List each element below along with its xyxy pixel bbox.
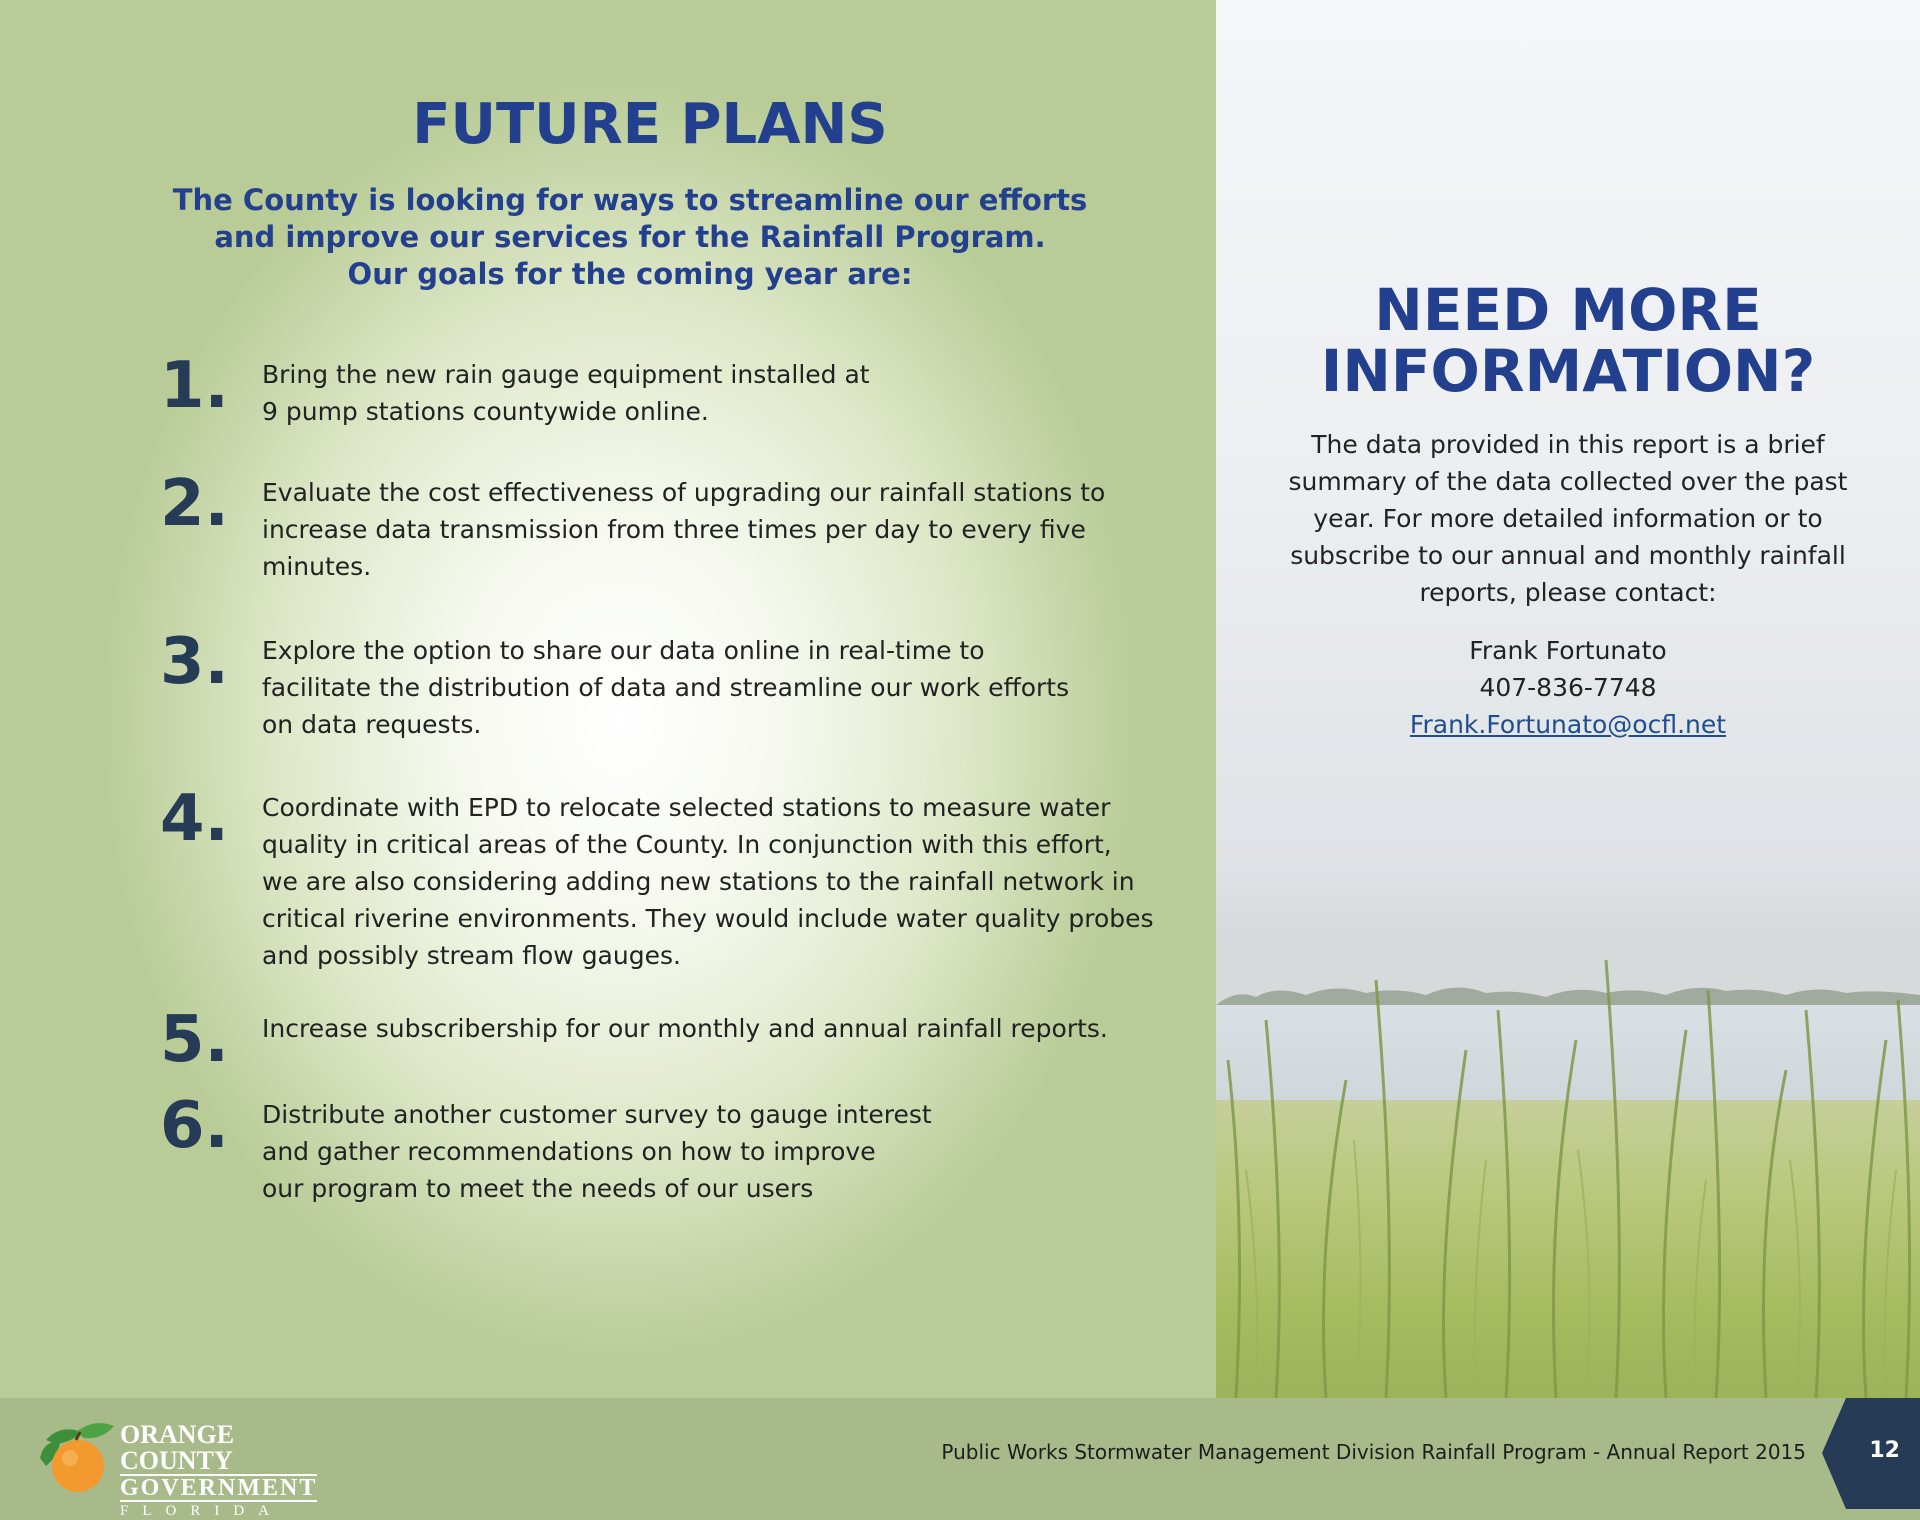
contact-phone: 407-836-7748 bbox=[1479, 673, 1657, 702]
contact-block bbox=[1216, 632, 1920, 743]
info-title-line-1: NEED MORE bbox=[1374, 276, 1762, 344]
future-plans-intro bbox=[160, 182, 1100, 293]
page-footer bbox=[0, 1398, 1920, 1519]
orange-county-logo bbox=[36, 1418, 318, 1519]
need-more-info-panel bbox=[1216, 0, 1920, 1398]
goal-text: Increase subscribership for our monthly and annual rainfall reports. bbox=[262, 1014, 1108, 1043]
info-body-text: The data provided in this report is a brief summary of the data collected over the past year. For more detailed information or to subscribe to our annual and monthly rainfall reports, please contact: bbox=[1288, 430, 1848, 607]
need-more-info-title bbox=[1216, 276, 1920, 405]
goal-text: Distribute another customer survey to gauge interest and gather recommendations on how to improve our program to meet the needs of our users bbox=[262, 1100, 932, 1203]
contact-email-link[interactable]: Frank.Fortunato@ocfl.net bbox=[1409, 710, 1727, 739]
goal-number: 5. bbox=[160, 1003, 229, 1077]
intro-line-2: and improve our services for the Rainfall Program. bbox=[214, 220, 1046, 254]
goal-number: 3. bbox=[160, 625, 229, 699]
intro-line-1: The County is looking for ways to streamline our efforts bbox=[172, 183, 1088, 217]
info-title-line-2: INFORMATION? bbox=[1320, 337, 1816, 405]
goal-text: Coordinate with EPD to relocate selected stations to measure water quality in critical areas of the County. In conjunction with this effort, we are also considering adding new stations to the rainfall network in critical riverine environments. They would include water quality probes and possibly stream flow gauges. bbox=[262, 793, 1154, 970]
goal-number: 1. bbox=[160, 349, 229, 423]
goal-text: Explore the option to share our data online in real-time to facilitate the distribution of data and streamline our work efforts on data requests. bbox=[262, 636, 1070, 739]
page-number: 12 bbox=[1869, 1438, 1900, 1463]
logo-line-3: FLORIDA bbox=[120, 1503, 284, 1519]
intro-line-3: Our goals for the coming year are: bbox=[347, 257, 913, 291]
goal-text: Bring the new rain gauge equipment installed at 9 pump stations countywide online. bbox=[262, 360, 870, 426]
contact-name: Frank Fortunato bbox=[1469, 636, 1667, 665]
footer-report-title: Public Works Stormwater Management Division Rainfall Program - Annual Report 2015 bbox=[941, 1440, 1806, 1464]
goal-number: 4. bbox=[160, 782, 229, 856]
future-plans-title: FUTURE PLANS bbox=[412, 92, 888, 157]
logo-wordmark bbox=[120, 1422, 317, 1520]
logo-line-1: ORANGE COUNTY bbox=[120, 1420, 235, 1475]
reeds-image bbox=[1216, 920, 1920, 1398]
logo-line-2: GOVERNMENT bbox=[120, 1475, 318, 1501]
orange-fruit-icon bbox=[36, 1418, 120, 1498]
goal-number: 2. bbox=[160, 467, 229, 541]
goal-number: 6. bbox=[160, 1089, 229, 1163]
goal-text: Evaluate the cost effectiveness of upgrading our rainfall stations to increase data transmission from three times per day to every five minutes. bbox=[262, 478, 1106, 581]
